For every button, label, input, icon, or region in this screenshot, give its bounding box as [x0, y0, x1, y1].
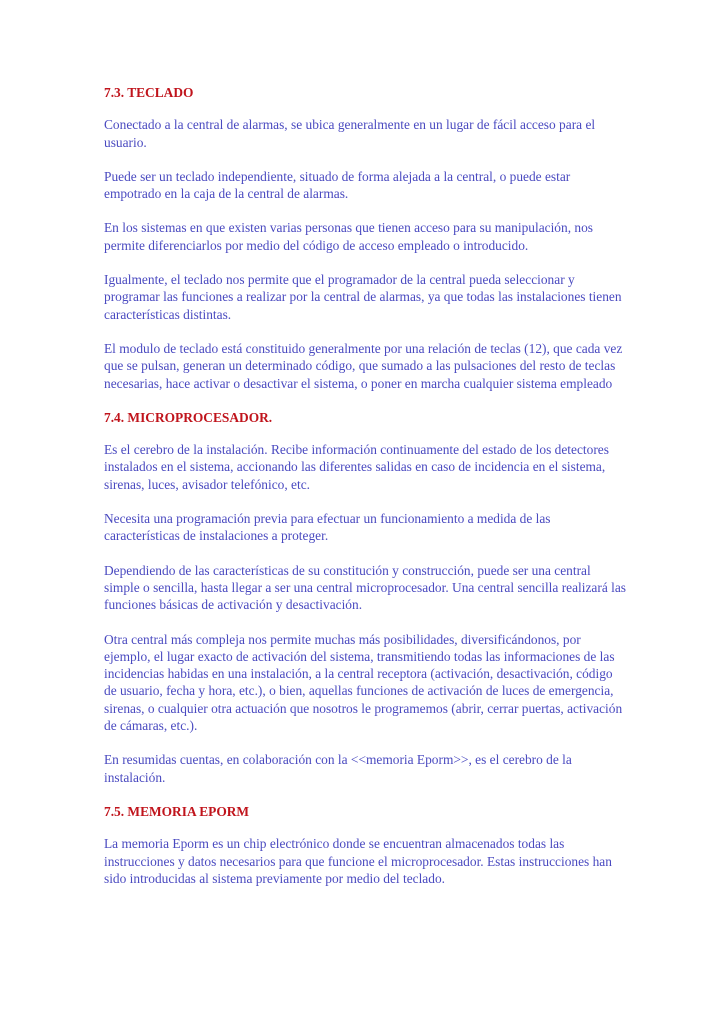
section-heading-memoria: 7.5. MEMORIA EPORM: [104, 803, 250, 819]
paragraph-memoria-1: La memoria Eporm es un chip electrónico donde se encuentran almacenados todas las instrucciones y datos necesarios para que funcione el microprocesador. Estas instrucciones han sido introducidas al sistema previamente por medio del teclado.: [104, 836, 612, 886]
paragraph-microprocesador-2: Necesita una programación previa para efectuar un funcionamiento a medida de las características de instalaciones a proteger.: [104, 511, 551, 544]
paragraph-microprocesador-4: Otra central más compleja nos permite muchas más posibilidades, diversificándonos, por ejemplo, el lugar exacto de activación del sistema, transmitiendo todas las informaciones de las incidencias habidas en una instalación, a la central receptora (activación, desactivación, código de usuario, fecha y hora, etc.), o bien, aquellas funciones de activación de luces de emergencia, sirenas, o cualquier otra actuación que nosotros le programemos (abrir, cerrar puertas, activación de cámaras, etc.).: [104, 631, 623, 734]
paragraph-microprocesador-5: En resumidas cuentas, en colaboración con la <<memoria Eporm>>, es el cerebro de la instalación.: [104, 752, 572, 785]
paragraph-teclado-4: Igualmente, el teclado nos permite que el programador de la central pueda seleccionar y programar las funciones a realizar por la central de alarmas, ya que todas las instalaciones tienen características distintas.: [104, 272, 622, 322]
paragraph-teclado-5: El modulo de teclado está constituido generalmente por una relación de teclas (12), que cada vez que se pulsan, generan un determinado código, que sumado a las pulsaciones del resto de teclas necesarias, hace activar o desactivar el sistema, o poner en marcha cualquier sistema empleado: [104, 340, 623, 391]
paragraph-teclado-2: Puede ser un teclado independiente, situado de forma alejada a la central, o puede estar empotrado en la caja de la central de alarmas.: [104, 168, 571, 202]
document-page: [104, 84, 626, 887]
paragraph-microprocesador-1: Es el cerebro de la instalación. Recibe información continuamente del estado de los detectores instalados en el sistema, accionando las diferentes salidas en caso de incidencia en el sistema, sirenas, luces, avisador telefónico, etc.: [104, 442, 609, 492]
paragraph-teclado-3: En los sistemas en que existen varias personas que tienen acceso para su manipulación, nos permite diferenciarlos por medio del código de acceso empleado o introducido.: [104, 220, 593, 253]
section-heading-teclado: 7.3. TECLADO: [104, 85, 194, 100]
section-heading-microprocesador: 7.4. MICROPROCESADOR.: [104, 409, 273, 425]
paragraph-teclado-1: Conectado a la central de alarmas, se ubica generalmente en un lugar de fácil acceso para el usuario.: [104, 117, 596, 150]
paragraph-microprocesador-3: Dependiendo de las características de su constitución y construcción, puede ser una central simple o sencilla, hasta llegar a ser una central microprocesador. Una central sencilla realizará las funciones básicas de activación y desactivación.: [104, 562, 626, 613]
